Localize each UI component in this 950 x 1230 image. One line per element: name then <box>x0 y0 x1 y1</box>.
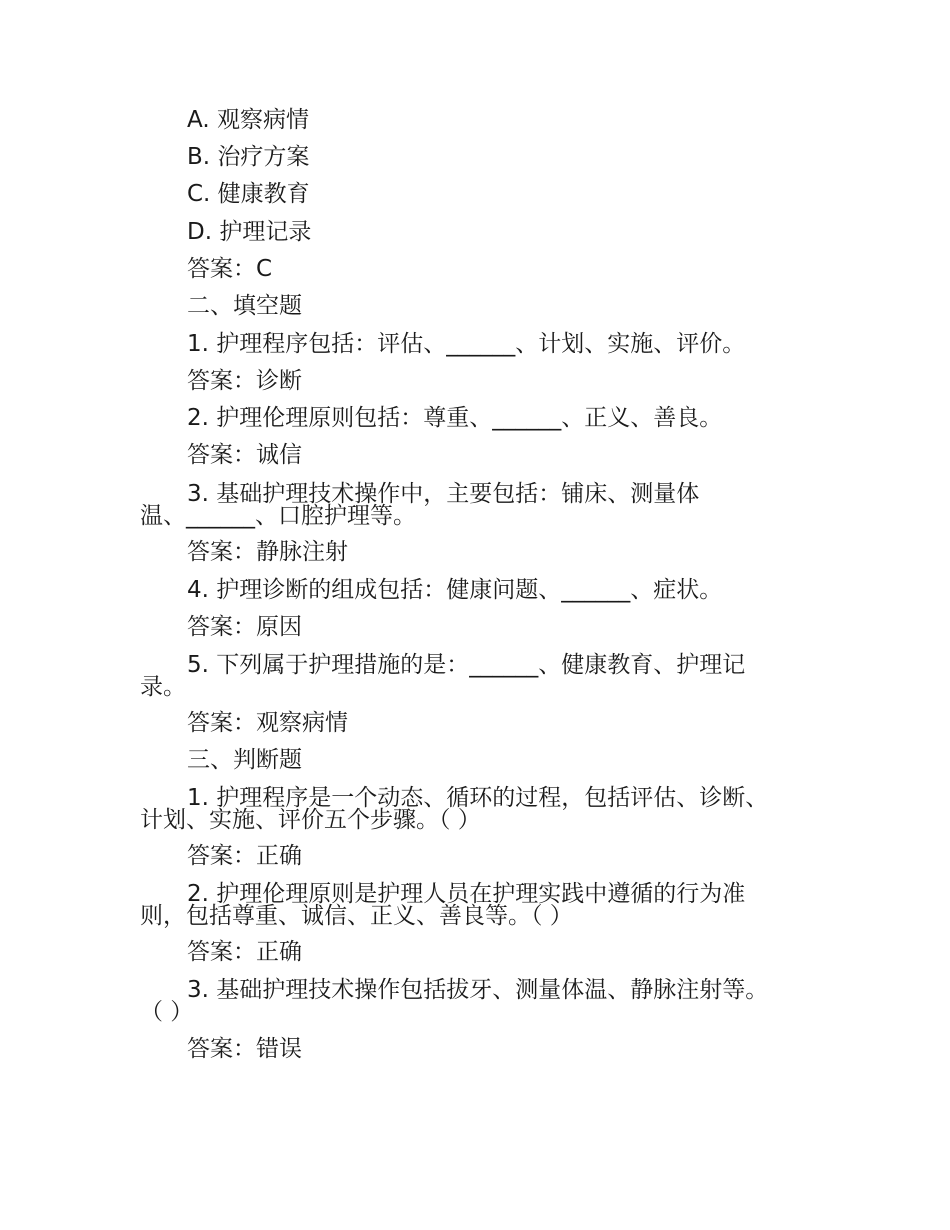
fill-answer-3: 答案：静脉注射 <box>187 539 348 565</box>
fill-question-4: 4. 护理诊断的组成包括：健康问题、______、症状。 <box>187 577 723 603</box>
tf-question-1-line2: 计划、实施、评价五个步骤。（ ） <box>140 807 481 833</box>
tf-question-3-line1: 3. 基础护理技术操作包括拔牙、测量体温、静脉注射等。 <box>187 977 769 1003</box>
tf-question-2 <box>140 883 745 927</box>
fill-answer-4: 答案：原因 <box>187 614 302 640</box>
tf-answer-1: 答案：正确 <box>187 843 302 869</box>
fill-question-3-line2: 温、______、口腔护理等。 <box>140 503 416 529</box>
fill-question-5 <box>140 654 745 698</box>
option-c: C. 健康教育 <box>187 181 310 207</box>
tf-question-1 <box>140 787 768 831</box>
option-b: B. 治疗方案 <box>187 144 310 170</box>
fill-question-5-line2: 录。 <box>140 674 186 700</box>
fill-answer-5: 答案：观察病情 <box>187 710 348 736</box>
fill-question-5-line1: 5. 下列属于护理措施的是：______、健康教育、护理记 <box>187 652 746 678</box>
tf-question-2-line1: 2. 护理伦理原则是护理人员在护理实践中遵循的行为准 <box>187 881 746 907</box>
section-heading-true-false: 三、判断题 <box>187 747 302 773</box>
option-a: A. 观察病情 <box>187 107 309 133</box>
tf-question-2-line2: 则，包括尊重、诚信、正义、善良等。（ ） <box>140 903 573 929</box>
tf-answer-3: 答案：错误 <box>187 1036 302 1062</box>
tf-question-3-line2: （ ） <box>140 999 194 1025</box>
section-heading-fill-blank: 二、填空题 <box>187 293 302 319</box>
tf-question-1-line1: 1. 护理程序是一个动态、循环的过程，包括评估、诊断、 <box>187 785 769 811</box>
option-d: D. 护理记录 <box>187 219 312 245</box>
tf-answer-2: 答案：正确 <box>187 939 302 965</box>
fill-answer-2: 答案：诚信 <box>187 442 302 468</box>
fill-question-3 <box>140 483 699 527</box>
answer-mc: 答案：C <box>187 256 273 282</box>
fill-question-3-line1: 3. 基础护理技术操作中，主要包括：铺床、测量体 <box>187 481 700 507</box>
fill-question-2: 2. 护理伦理原则包括：尊重、______、正义、善良。 <box>187 405 723 431</box>
tf-question-3 <box>140 979 768 1023</box>
fill-answer-1: 答案：诊断 <box>187 368 302 394</box>
fill-question-1: 1. 护理程序包括：评估、______、计划、实施、评价。 <box>187 331 746 357</box>
